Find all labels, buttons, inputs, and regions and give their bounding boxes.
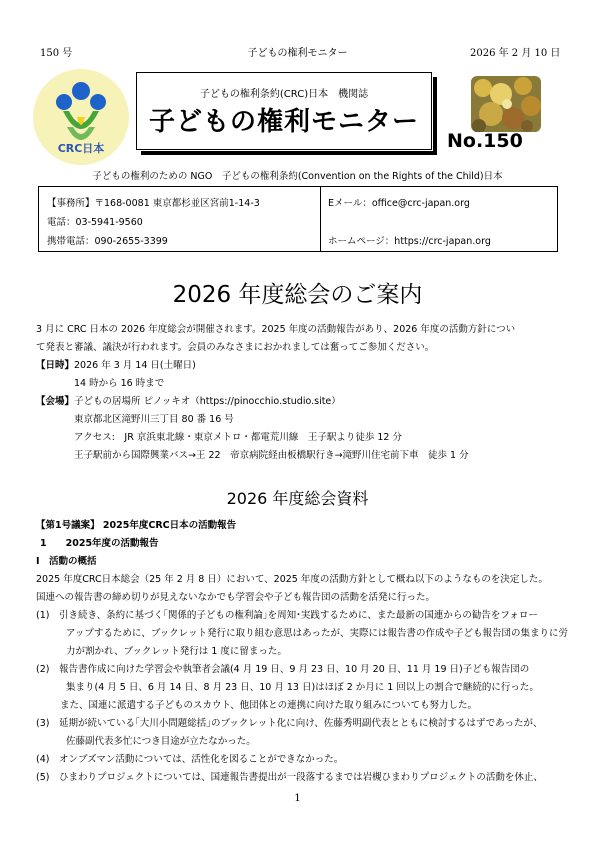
issue-number: No.150 — [447, 130, 523, 152]
paragraph-2: 国連への報告書の締め切りが見えないなかでも学習会や子ども報告団の活動を活発に行った。 — [36, 592, 436, 603]
item-line: また、国連に派遣する子どものスカウト、他団体との連携に向けた取り組みについても努力した。 — [60, 700, 477, 711]
notice-title: 2026 年度総会のご案内 — [172, 282, 423, 308]
contact-phone: 電話：03-5941-9560 — [47, 217, 143, 228]
venue-address: 東京都北区滝野川三丁目 80 番 16 号 — [74, 414, 234, 425]
contact-email[interactable]: Eメール：office@crc-japan.org — [328, 198, 470, 209]
venue-label: 【会場】 — [36, 396, 75, 407]
item-line: 集まり(4 月 5 日、6 月 14 日、8 月 23 日、10 月 13 日)はほぼ 2 か月に 1 回以上の割合で継続的に行った。 — [66, 682, 539, 693]
venue-access-1: アクセス: JR 京浜東北線・東京メトロ・都電荒川線 王子駅より徒歩 12 分 — [74, 432, 402, 443]
notice-intro-line-1: 3 月に CRC 日本の 2026 年度総会が開催されます。2025 年度の活動報告があり、2026 年度の活動方針につい — [36, 324, 516, 335]
masthead-tagline: 子どもの権利のための NGO 子どもの権利条約(Convention on the Rights of the Child)日本 — [92, 171, 503, 182]
venue-access-2: 王子駅前から国際興業バス→王 22 帝京病院経由板橋駅行き→滝野川住宅前下車 徒歩 1 分 — [74, 450, 469, 461]
section-heading: Ⅰ 活動の概括 — [36, 556, 97, 567]
date-label: 【日時】 — [36, 360, 75, 371]
header-title: 子どもの権利モニター — [247, 48, 348, 59]
item-line: 力が割かれ、ブックレット発行は 1 度に留まった。 — [66, 646, 287, 657]
item-line: (2) 報告書作成に向けた学習会や執筆者会議(4 月 19 日、9 月 23 日、10 月 20 日、11 月 19 日)子ども報告団の — [36, 664, 530, 675]
item-line: (1) 引き続き、条約に基づく｢関係的子どもの権利論｣を周知･実践するために、また最新の国連からの勧告をフォロー — [36, 610, 538, 621]
cover-photo — [471, 76, 541, 132]
report-subheading: 1 2025年度の活動報告 — [40, 538, 159, 549]
item-line: 佐藤副代表多忙につき目途が立たなかった。 — [66, 736, 256, 747]
item-line: アップするために、ブックレット発行に取り組む意思はあったが、実際には報告書の作成や子ども報告団の集まりに労 — [66, 628, 568, 639]
paragraph-1: 2025 年度CRC日本総会（25 年 2 月 8 日）において、2025 年度の活動方針として概ね以下のようなものを決定した。 — [36, 574, 548, 585]
logo-text: CRC日本 — [57, 142, 105, 155]
masthead-subtitle: 子どもの権利条約(CRC)日本 機関誌 — [199, 89, 369, 100]
header-issue-number: 150 号 — [40, 48, 73, 59]
masthead-box — [136, 72, 432, 150]
header-date: 2026 年 2 月 10 日 — [470, 48, 561, 59]
contact-divider — [320, 187, 321, 251]
time-value: 14 時から 16 時まで — [74, 378, 165, 389]
contact-box — [38, 186, 558, 252]
materials-title: 2026 年度総会資料 — [226, 489, 369, 508]
contact-office: 【事務所】〒168-0081 東京都杉並区宮前1-14-3 — [47, 198, 260, 209]
contact-mobile: 携帯電話：090-2655-3399 — [47, 236, 168, 247]
notice-intro-line-2: て発表と審議、議決が行われます。会員のみなさまにおかれましては奮ってご参加ください。 — [36, 342, 435, 353]
agenda-heading: 【第1号議案】 2025年度CRC日本の活動報告 — [36, 520, 237, 531]
date-value: 2026 年 3 月 14 日(土曜日) — [74, 360, 196, 371]
crc-logo — [33, 69, 129, 165]
page-number: 1 — [294, 793, 301, 804]
venue-value: 子どもの居場所 ピノッキオ（https://pinocchio.studio.site） — [74, 396, 341, 407]
masthead-title: 子どもの権利モニター — [148, 107, 419, 137]
item-line: (3) 延期が続いている｢大川小問題総括｣のブックレット化に向け、佐藤秀明副代表とともに検討するはずであったが、 — [36, 718, 543, 729]
item-line: (5) ひまわりプロジェクトについては、国連報告書提出が一段落するまでは岩槻ひまわりプロジェクトの活動を休止、 — [36, 772, 543, 783]
item-line: (4) オンブズマン活動については、活性化を図ることができなかった。 — [36, 754, 344, 765]
contact-website[interactable]: ホームページ：https://crc-japan.org — [328, 236, 491, 247]
